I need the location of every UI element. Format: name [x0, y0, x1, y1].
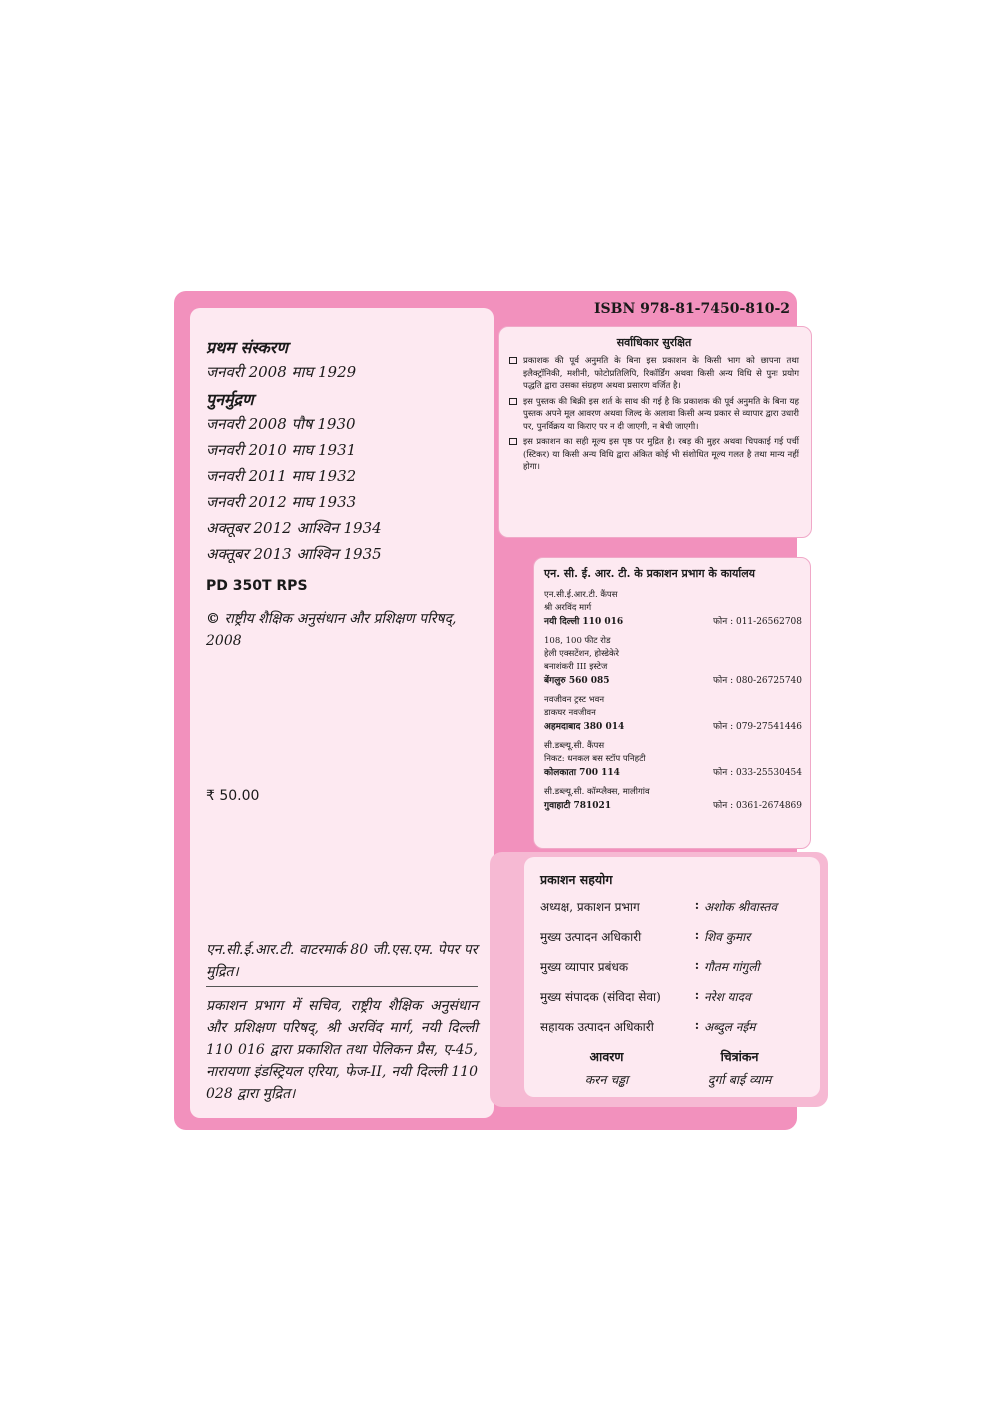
- office-city: बेंगलुरु 560 085: [544, 676, 610, 686]
- cooperation-row: [540, 928, 806, 958]
- office-address-line: बनाशंकरी III इस्टेज: [544, 662, 608, 672]
- left-panel: [190, 308, 494, 1118]
- office-entry: [544, 589, 802, 629]
- office-entry: [544, 694, 802, 734]
- office-city: गुवाहाटी 781021: [544, 801, 612, 811]
- cooperation-colon: :: [694, 898, 700, 912]
- cooperation-name: शिव कुमार: [704, 930, 751, 944]
- cooperation-colon: :: [694, 958, 700, 972]
- cover-credit: [540, 1048, 673, 1088]
- office-phone: फोन : 079-27541446: [712, 722, 802, 732]
- office-address-line: सी.डब्ल्यू.सी. कॉम्प्लैक्स, मालीगांव: [544, 787, 650, 797]
- cooperation-row: [540, 1018, 806, 1048]
- first-edition-heading: प्रथम संस्करण: [206, 338, 288, 357]
- reprint-date: जनवरी 2012 माघ 1933: [206, 493, 357, 511]
- cooperation-name: नरेश यादव: [704, 990, 751, 1004]
- office-city: कोलकाता 700 114: [544, 768, 620, 778]
- cooperation-colon: :: [694, 1018, 700, 1032]
- illustration-credit: [673, 1048, 806, 1088]
- cooperation-role: मुख्य संपादक (संविदा सेवा): [540, 990, 661, 1004]
- checkbox-bullet-icon: [509, 398, 517, 405]
- office-address-line: 108, 100 फीट रोड: [544, 636, 611, 646]
- divider: [206, 986, 478, 987]
- cooperation-title: प्रकाशन सहयोग: [540, 872, 613, 887]
- office-city-row: [544, 720, 802, 734]
- office-entry: [544, 635, 802, 688]
- office-city: नयी दिल्ली 110 016: [544, 617, 624, 627]
- credits: [540, 1048, 806, 1088]
- paper-note: एन.सी.ई.आर.टी. वाटरमार्क 80 जी.एस.एम. पेपर पर मुद्रित।: [206, 942, 478, 980]
- isbn: ISBN 978-81-7450-810-2: [594, 301, 791, 317]
- rights-item: [509, 396, 799, 434]
- first-edition-date: जनवरी 2008 माघ 1929: [206, 363, 357, 381]
- cooperation-role: मुख्य उत्पादन अधिकारी: [540, 930, 642, 944]
- illustration-name: दुर्गा बाई व्याम: [707, 1072, 772, 1087]
- office-city-row: [544, 799, 802, 813]
- cooperation-name: गौतम गांगुली: [704, 960, 760, 974]
- cooperation-name: अब्दुल नईम: [704, 1020, 756, 1034]
- reprint-date: अक्तूबर 2012 आश्विन 1934: [206, 519, 382, 537]
- copyright-icon: ©: [206, 611, 220, 627]
- checkbox-bullet-icon: [509, 438, 517, 445]
- rights-box: [498, 326, 812, 538]
- office-phone: फोन : 033-25530454: [712, 768, 802, 778]
- office-city-row: [544, 615, 802, 629]
- cooperation-role: मुख्य व्यापार प्रबंधक: [540, 960, 629, 974]
- copyright-text: राष्ट्रीय शैक्षिक अनुसंधान और प्रशिक्षण परिषद्, 2008: [206, 611, 457, 649]
- copyright-notice: [206, 608, 476, 652]
- publisher-note: प्रकाशन प्रभाग में सचिव, राष्ट्रीय शैक्षिक अनुसंधान और प्रशिक्षण परिषद्, श्री अरविंद मार्ग, नयी दिल्ली 110 016 द्वारा प्रकाशित तथा पेलिकन प्रैस, ए-45, नारायणा इंडस्ट्रियल एरिया, फेज-II, नयी दिल्ली 110 028 द्वारा मुद्रित।: [206, 998, 478, 1102]
- office-entry: [544, 786, 802, 813]
- publication-code: PD 350T RPS: [206, 578, 308, 594]
- cooperation-role: अध्यक्ष, प्रकाशन प्रभाग: [540, 900, 640, 914]
- office-address-line: डाकघर नवजीवन: [544, 708, 596, 718]
- cooperation-box: [524, 857, 820, 1097]
- rights-title: सर्वाधिकार सुरक्षित: [616, 336, 692, 349]
- rights-item-text: प्रकाशक की पूर्व अनुमति के बिना इस प्रकाशन के किसी भाग को छापना तथा इलैक्ट्रॉनिकी, मशीनी, फोटोप्रतिलिपि, रिकॉर्डिंग अथवा किसी अन्य विधि से पुनः प्रयोग पद्धति द्वारा उसका संग्रहण अथवा प्रसारण वर्जित है।: [523, 356, 799, 391]
- illustration-heading: चित्रांकन: [720, 1049, 759, 1064]
- rights-item: [509, 355, 799, 393]
- office-city-row: [544, 766, 802, 780]
- rights-item: [509, 436, 799, 474]
- rights-item-text: इस पुस्तक की बिक्री इस शर्त के साथ की गई है कि प्रकाशक की पूर्व अनुमति के बिना यह पुस्तक अपने मूल आवरण अथवा जिल्द के अलावा किसी अन्य प्रकार से व्यापार द्वारा उधारी पर, पुनर्विक्रय या किराए पर न दी जाएगी, न बेची जाएगी।: [523, 396, 799, 432]
- office-address-line: श्री अरविंद मार्ग: [544, 603, 592, 613]
- office-address-line: हेली एक्सटेंशन, होस्डेकेरे: [544, 649, 619, 659]
- office-phone: फोन : 0361-2674869: [712, 801, 802, 811]
- reprint-heading: पुनर्मुद्रण: [206, 390, 254, 409]
- cooperation-row: [540, 988, 806, 1018]
- office-address-line: निकट: धनकल बस स्टॉप पनिहटी: [544, 754, 646, 764]
- office-address-line: नवजीवन ट्रस्ट भवन: [544, 695, 605, 705]
- cover-heading: आवरण: [589, 1049, 624, 1064]
- office-address-line: एन.सी.ई.आर.टी. कैंपस: [544, 590, 618, 600]
- office-entry: [544, 740, 802, 780]
- cooperation-row: [540, 958, 806, 988]
- reprint-date: जनवरी 2010 माघ 1931: [206, 441, 357, 459]
- cooperation-role: सहायक उत्पादन अधिकारी: [540, 1020, 654, 1034]
- office-phone: फोन : 011-26562708: [712, 617, 802, 627]
- rights-item-text: इस प्रकाशन का सही मूल्य इस पृष्ठ पर मुद्रित है। रबड़ की मुहर अथवा चिपकाई गई पर्ची (स्टिकर) या किसी अन्य विधि द्वारा अंकित कोई भी संशोधित मूल्य गलत है तथा मान्य नहीं होगा।: [523, 437, 799, 472]
- reprint-date: जनवरी 2011 माघ 1932: [206, 467, 357, 485]
- cooperation-colon: :: [694, 928, 700, 942]
- cover-name: करन चड्ढा: [584, 1072, 629, 1087]
- office-city: अहमदाबाद 380 014: [544, 722, 625, 732]
- cooperation-colon: :: [694, 988, 700, 1002]
- reprint-date: अक्तूबर 2013 आश्विन 1935: [206, 545, 382, 563]
- cooperation-name: अशोक श्रीवास्तव: [704, 900, 778, 914]
- office-city-row: [544, 674, 802, 688]
- cooperation-row: [540, 898, 806, 928]
- price: ₹ 50.00: [206, 788, 260, 804]
- offices-box: [533, 557, 811, 849]
- office-address-line: सी.डब्ल्यू.सी. कैंपस: [544, 741, 605, 751]
- checkbox-bullet-icon: [509, 357, 517, 364]
- office-phone: फोन : 080-26725740: [712, 676, 802, 686]
- offices-title: एन. सी. ई. आर. टी. के प्रकाशन प्रभाग के कार्यालय: [544, 567, 756, 580]
- reprint-date: जनवरी 2008 पौष 1930: [206, 415, 356, 433]
